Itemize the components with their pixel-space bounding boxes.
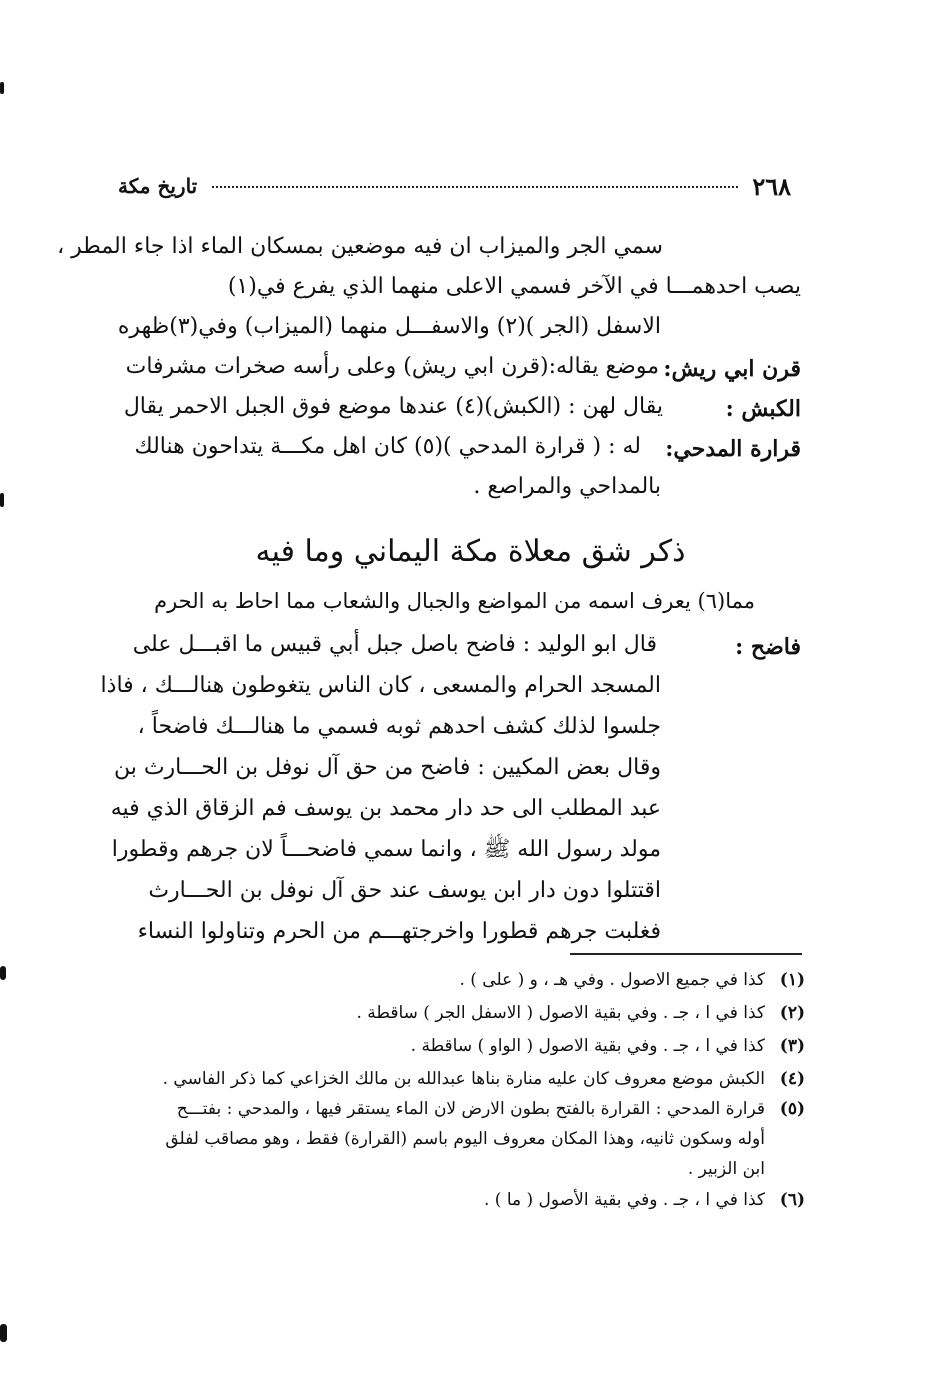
entry-term: قرن ابي ريش: — [663, 356, 801, 382]
entry-term: الكبش : — [725, 396, 801, 422]
footnote-text: كذا في ا ، جـ . وفي بقية الاصول ( الواو ) ساقطة . — [410, 1036, 765, 1056]
body-line: قال ابو الوليد : فاضح باصل جبل أبي قبيس ما اقبـــل على — [132, 632, 657, 657]
body-line: المسجد الحرام والمسعى ، كان الناس يتغوطون هنالـــك ، فاذا — [100, 673, 661, 698]
body-line: فغلبت جرهم قطورا واخرجتهـــم من الحرم وتناولوا النساء — [137, 919, 661, 944]
footnote-number: (٦) — [779, 1190, 805, 1210]
entry-term: قرارة المدحي: — [665, 436, 801, 462]
entry-text: موضع يقاله:(قرن ابي ريش) وعلى رأسه صخرات مشرفات — [125, 354, 659, 379]
scan-speck — [0, 966, 6, 980]
header-dotted-rule — [212, 186, 738, 188]
body-line: يصب احدهمـــا في الآخر فسمي الاعلى منهما الذي يفرع في(١) — [227, 274, 801, 299]
body-line: الاسفل (الجر )(٢) والاسفـــل منهما (الميزاب) وفي(٣)ظهره — [117, 314, 661, 339]
footnote-text: الكبش موضع معروف كان عليه منارة بناها عبدالله بن مالك الخزاعي كما ذكر الفاسي . — [162, 1069, 765, 1089]
footnote-number: (١) — [779, 970, 805, 990]
body-line: عبد المطلب الى حد دار محمد بن يوسف فم الزقاق الذي فيه — [110, 796, 661, 821]
body-line: جلسوا لذلك كشف احدهم ثوبه فسمي ما هنالـــك فاضحاً ، — [137, 714, 661, 739]
body-line: وقال بعض المكيين : فاضح من حق آل نوفل بن الحـــارث بن — [113, 755, 661, 780]
body-line: مولد رسول الله ﷺ ، وانما سمي فاضحـــاً لان جرهم وقطورا — [111, 837, 661, 862]
footnote-text: كذا في ا ، جـ . وفي بقية الأصول ( ما ) . — [483, 1190, 765, 1210]
footnote-text: قرارة المدحي : القرارة بالفتح بطون الارض لان الماء يستقر فيها ، والمدحي : بفتـــح — [176, 1099, 765, 1119]
body-line: اقتتلوا دون دار ابن يوسف عند حق آل نوفل بن الحـــارث — [148, 878, 661, 903]
running-title: تاريخ مكة — [118, 174, 198, 198]
page-number: ٢٦٨ — [752, 172, 791, 201]
footnote-number: (٢) — [779, 1003, 805, 1023]
body-line: سمي الجر والميزاب ان فيه موضعين بمسكان الماء اذا جاء المطر ، — [57, 234, 663, 259]
scan-speck — [0, 493, 4, 507]
footnote-text: كذا في جميع الاصول . وفي هـ ، و ( على ) . — [459, 970, 765, 990]
footnote-text: كذا في ا ، جـ . وفي بقية الاصول ( الاسفل الجر ) ساقطة . — [356, 1003, 765, 1023]
scan-speck — [0, 1324, 7, 1342]
entry-text: له : ( قرارة المدحي )(٥) كان اهل مكـــة يتداحون هنالك — [134, 434, 641, 459]
footnote-number: (٤) — [779, 1069, 805, 1089]
body-line: بالمداحي والمراصع . — [473, 474, 661, 499]
section-heading: ذكر شق معلاة مكة اليماني وما فيه — [255, 534, 686, 569]
entry-text: يقال لهن : (الكبش)(٤) عندها موضع فوق الجبل الاحمر يقال — [123, 394, 663, 419]
entry-term: فاضح : — [735, 634, 801, 660]
footnote-number: (٥) — [779, 1099, 805, 1119]
footnote-text: أوله وسكون ثانيه، وهذا المكان معروف اليوم باسم (القرارة) فقط ، وهو مصاقب لفلق — [165, 1129, 765, 1149]
scan-speck — [0, 82, 4, 94]
footnote-number: (٣) — [779, 1036, 805, 1056]
footnote-text: ابن الزبير . — [687, 1159, 765, 1179]
section-subheading: مما(٦) يعرف اسمه من المواضع والجبال والشعاب مما احاط به الحرم — [154, 589, 755, 613]
footnote-rule — [570, 953, 802, 955]
